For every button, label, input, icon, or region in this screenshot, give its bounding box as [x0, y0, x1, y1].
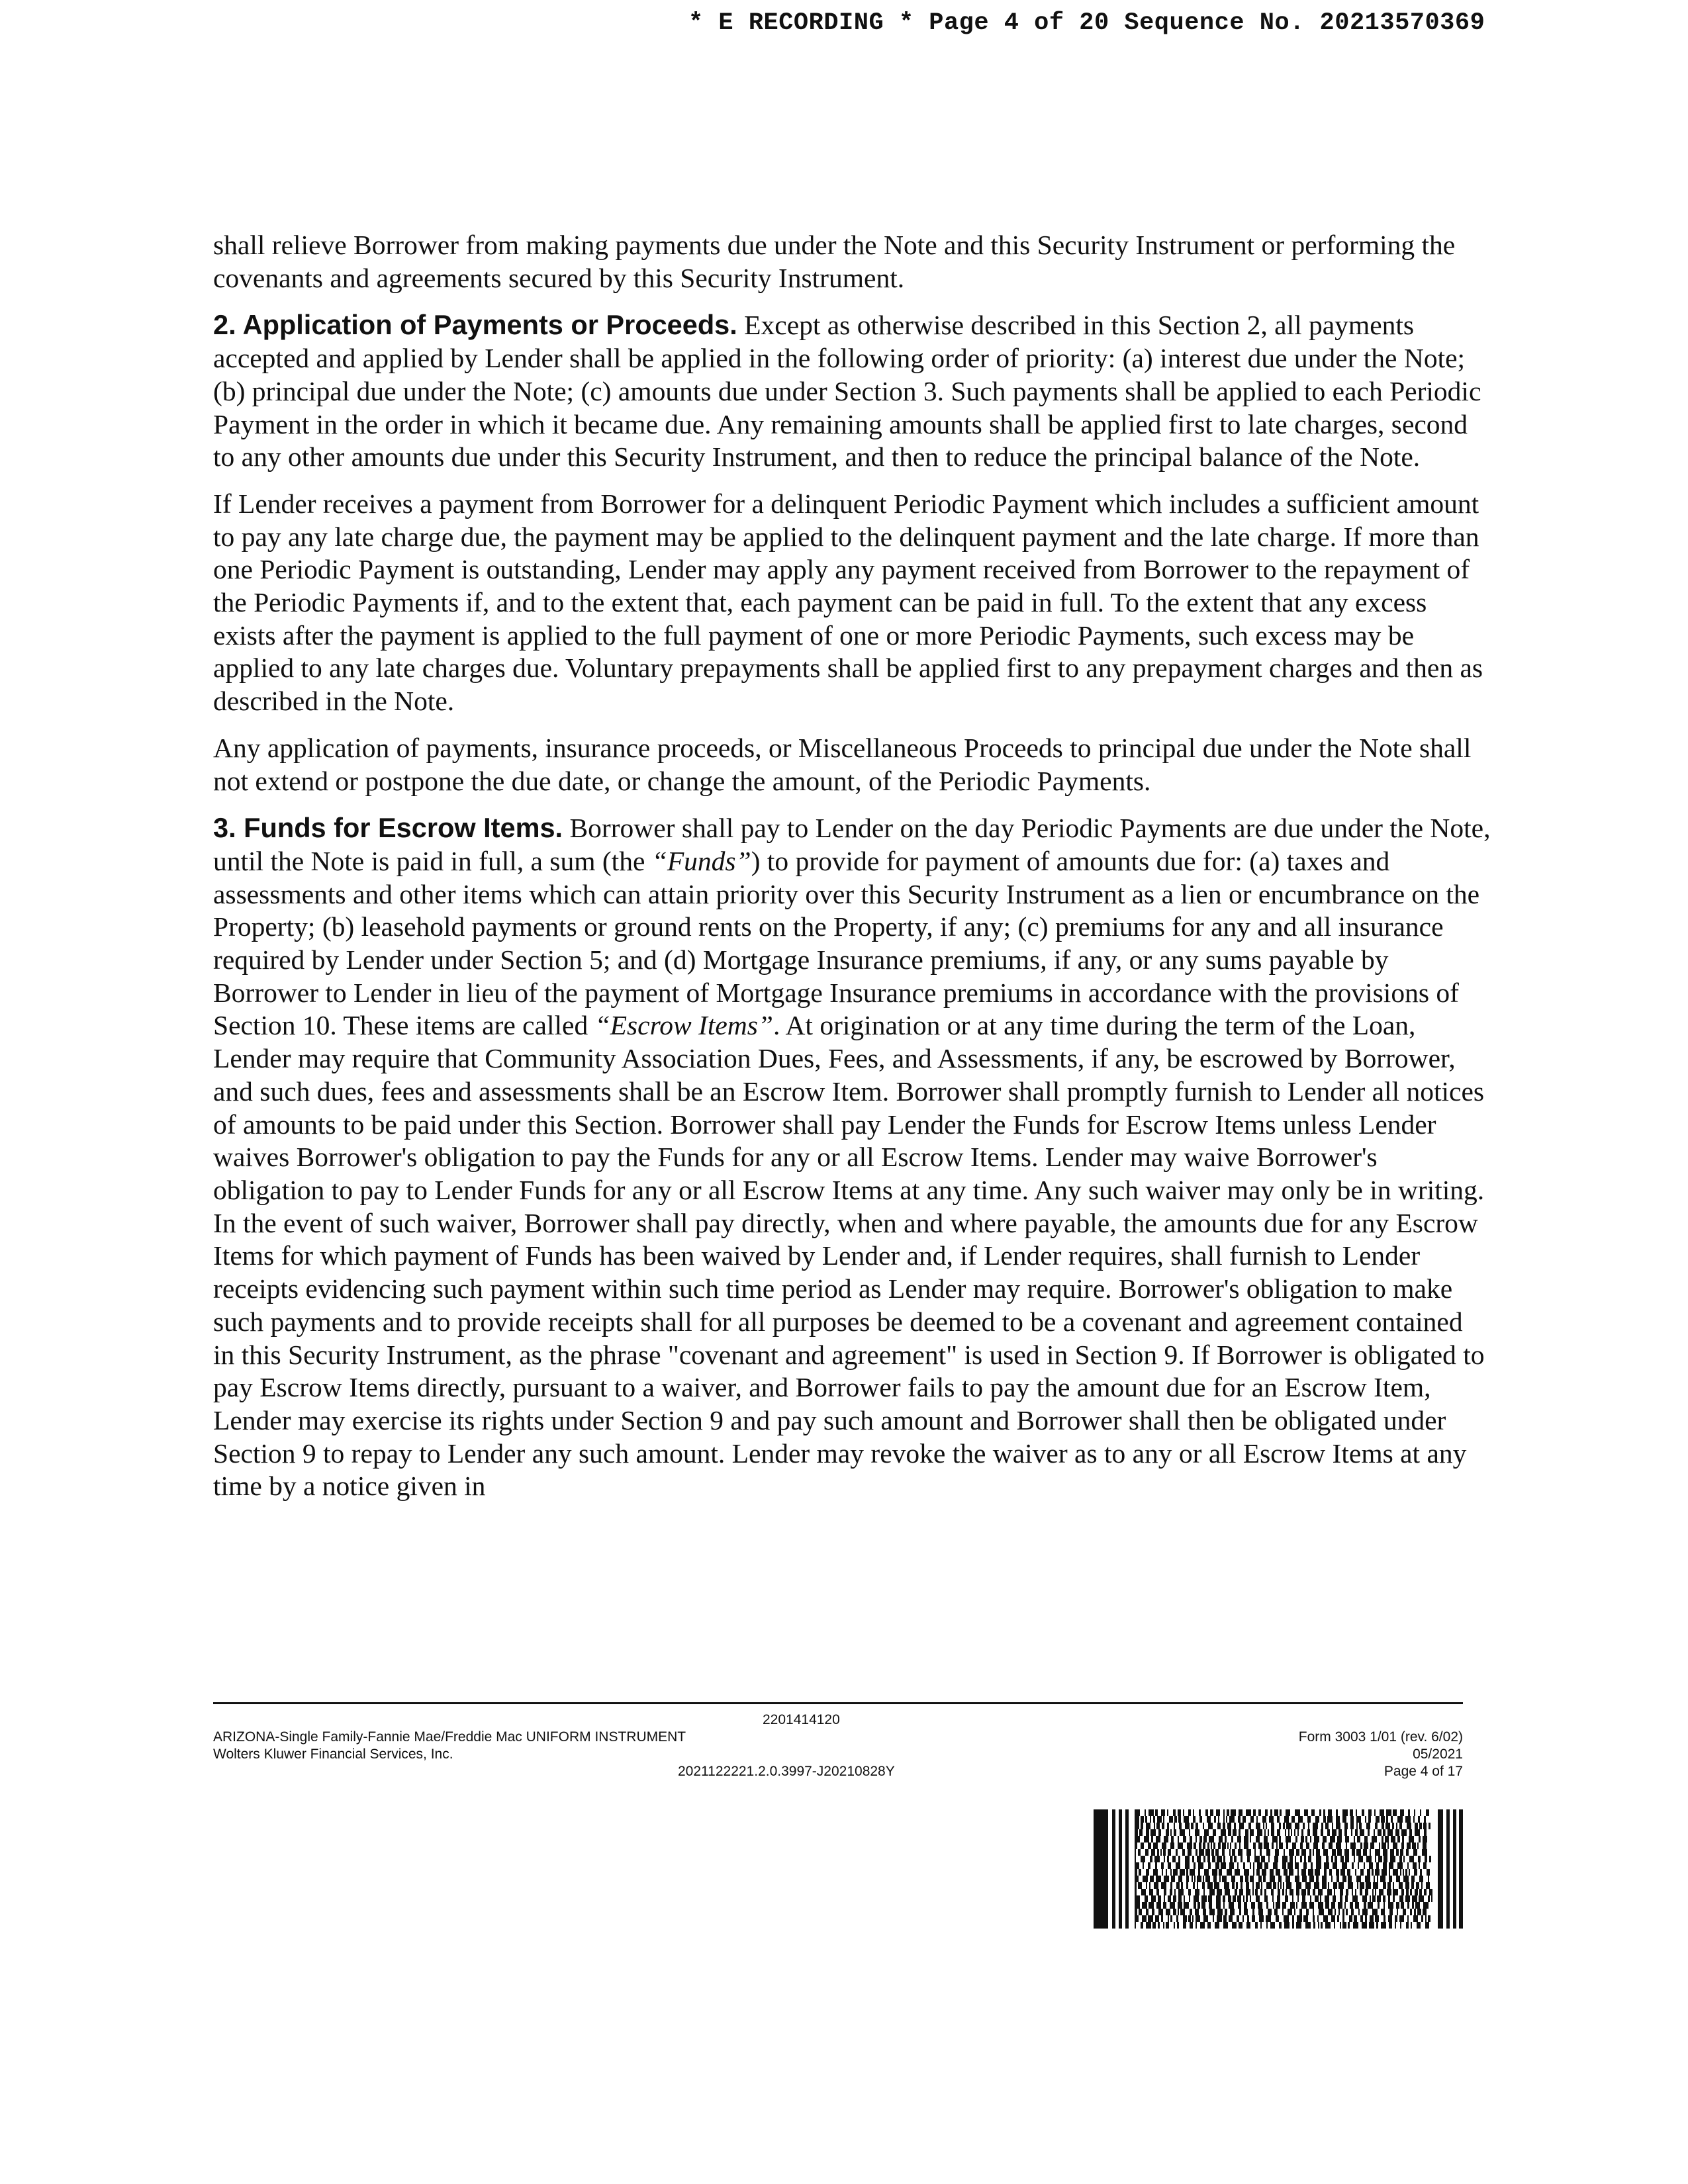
recording-stamp: * E RECORDING * Page 4 of 20 Sequence No. 20213570369 [688, 9, 1485, 37]
section-2-text: Except as otherwise described in this Section 2, all payments accepted and applied by Lender shall be applied in the following order of priority: (a) interest due under the Note; (b) principal due under the Note; (c) amounts due under Section 3. Such payments shall be applied to each Periodic Payment in the order in which it became due. Any remaining amounts shall be applied first to late charges, second to any other amounts due under this Security Instrument, and then to reduce the principal balance of the Note. [213, 310, 1481, 473]
escrow-items-term: “Escrow Items” [594, 1010, 773, 1041]
section-2-paragraph [213, 308, 1491, 474]
funds-term: “Funds” [651, 845, 751, 876]
section-3-paragraph [213, 811, 1491, 1503]
footer-loan-number: 2201414120 [763, 1712, 840, 1727]
footer-form: Form 3003 1/01 (rev. 6/02) [1298, 1729, 1463, 1745]
footer-page-number: Page 4 of 17 [1383, 1764, 1463, 1779]
footer-divider [213, 1702, 1463, 1704]
section-3-text-a: Borrower shall pay to Lender on the day Periodic Payments are due under the Note, until the Note is paid in full, a sum (the [213, 813, 1491, 876]
footer-publisher: Wolters Kluwer Financial Services, Inc. [213, 1747, 453, 1762]
section-2-heading: 2. Application of Payments or Proceeds. [213, 309, 737, 341]
continuation-paragraph: shall relieve Borrower from making payments due under the Note and this Security Instrument or performing the covenants and agreements secured by this Security Instrument. [213, 230, 1456, 293]
footer-instrument: ARIZONA-Single Family-Fannie Mae/Freddie Mac UNIFORM INSTRUMENT [213, 1729, 686, 1745]
document-body [213, 229, 1491, 1503]
application-paragraph: Any application of payments, insurance proceeds, or Miscellaneous Proceeds to principal due under the Note shall not extend or postpone the due date, or change the amount, of the Periodic Payments. [213, 732, 1472, 796]
section-3-text-c: . At origination or at any time during the term of the Loan, Lender may require that Community Association Dues, Fees, and Assessments, if any, be escrowed by Borrower, and such dues, fees and assessments shall be an Escrow Item. Borrower shall promptly furnish to Lender all notices of amounts to be paid under this Section. Borrower shall pay Lender the Funds for Escrow Items unless Lender waives Borrower's obligation to pay the Funds for any or all Escrow Items. Lender may waive Borrower's obligation to pay to Lender Funds for any or all Escrow Items at any time. Any such waiver may only be in writing. In the event of such waiver, Borrower shall pay directly, when and where payable, the amounts due for any Escrow Items for which payment of Funds has been waived by Lender and, if Lender requires, shall furnish to Lender receipts evidencing such payment within such time period as Lender may require. Borrower's obligation to make such payments and to provide receipts shall for all purposes be deemed to be a covenant and agreement contained in this Security Instrument, as the phrase "covenant and agreement" is used in Section 9. If Borrower is obligated to pay Escrow Items directly, pursuant to a waiver, and Borrower fails to pay the amount due for an Escrow Item, Lender may exercise its rights under Section 9 and pay such amount and Borrower shall then be obligated under Section 9 to repay to Lender any such amount. Lender may revoke the waiver as to any or all Escrow Items at any time by a notice given in [213, 1010, 1485, 1502]
section-3-text-b: ) to provide for payment of amounts due for: (a) taxes and assessments and other items which can attain priority over this Security Instrument as a lien or encumbrance on the Property; (b) leasehold payments or ground rents on the Property, if any; (c) premiums for any and all insurance required by Lender under Section 5; and (d) Mortgage Insurance premiums, if any, or any sums payable by Borrower to Lender in lieu of the payment of Mortgage Insurance premiums in accordance with the provisions of Section 10. These items are called [213, 845, 1480, 1041]
footer-date: 05/2021 [1413, 1747, 1463, 1762]
delinquent-payment-paragraph: If Lender receives a payment from Borrower for a delinquent Periodic Payment which includes a sufficient amount to pay any late charge due, the payment may be applied to the delinquent payment and the late charge. If more than one Periodic Payment is outstanding, Lender may apply any payment received from Borrower to the repayment of the Periodic Payments if, and to the extent that, each payment can be paid in full. To the extent that any excess exists after the payment is applied to the full payment of one or more Periodic Payments, such excess may be applied to any late charges due. Voluntary prepayments shall be applied first to any prepayment charges and then as described in the Note. [213, 488, 1483, 717]
pdf417-barcode [1094, 1809, 1463, 1929]
section-3-heading: 3. Funds for Escrow Items. [213, 812, 563, 844]
footer-doc-code: 2021122221.2.0.3997-J20210828Y [678, 1764, 895, 1779]
